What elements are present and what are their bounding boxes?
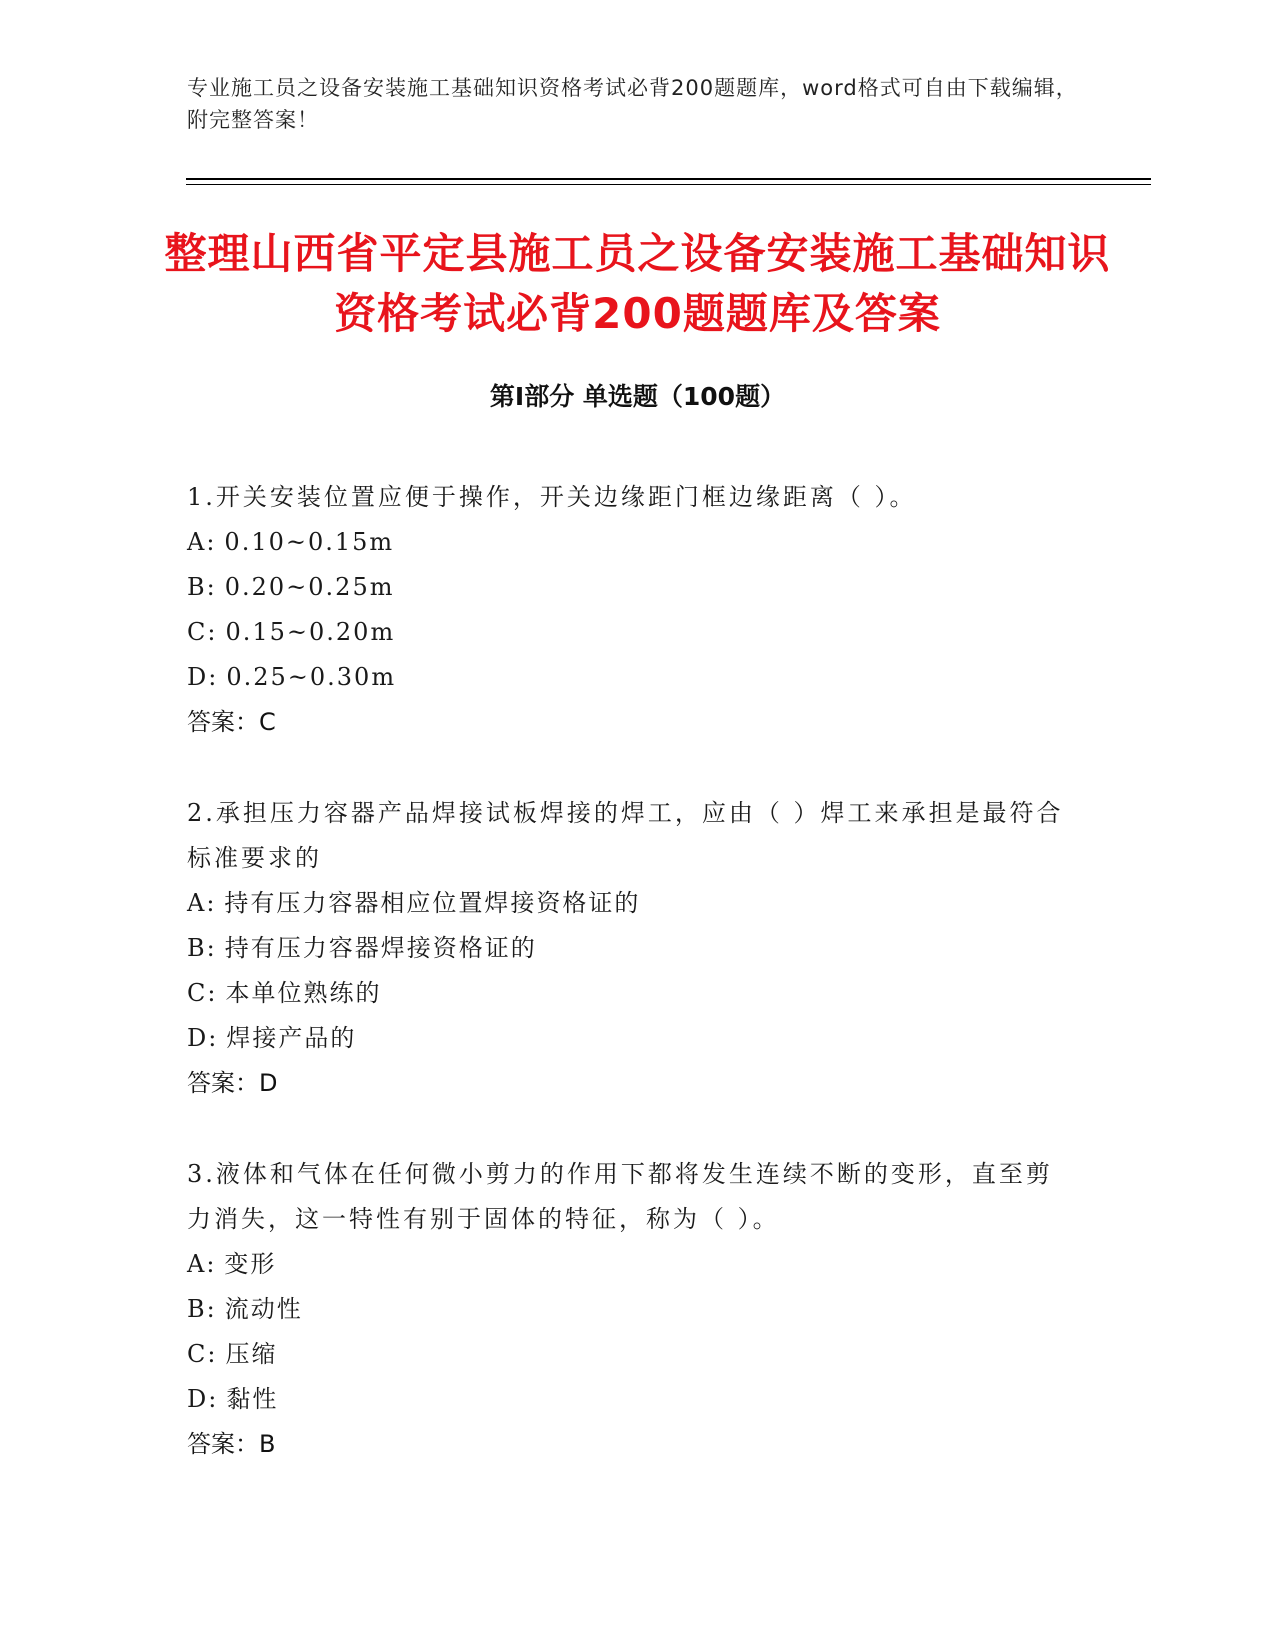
option-a — [187, 520, 1077, 565]
option-c — [187, 971, 1077, 1016]
option-c — [187, 610, 1077, 655]
question-list — [187, 475, 1077, 1513]
option-d — [187, 1377, 1077, 1422]
option-letter: A: — [187, 1250, 217, 1278]
answer-value: D — [259, 1069, 278, 1097]
option-text: 本单位熟练的 — [225, 979, 382, 1007]
option-letter: D: — [187, 663, 219, 691]
answer-value: C — [259, 708, 276, 736]
answer-label: 答案： — [187, 1430, 259, 1458]
option-letter: C: — [187, 618, 218, 646]
question-2 — [187, 791, 1077, 1106]
answer-line — [187, 1422, 1077, 1467]
option-text: 变形 — [224, 1250, 277, 1278]
option-text: 0.20~0.25m — [224, 573, 395, 601]
option-text: 持有压力容器焊接资格证的 — [224, 934, 537, 962]
header-note: 专业施工员之设备安装施工基础知识资格考试必背200题题库，word格式可自由下载编辑，附完整答案！ — [187, 76, 1078, 132]
option-letter: B: — [187, 1295, 217, 1323]
option-b — [187, 565, 1077, 610]
option-text: 压缩 — [225, 1340, 278, 1368]
section-title: 第Ⅰ部分 单选题（100题） — [489, 382, 786, 411]
question-stem: 2.承担压力容器产品焊接试板焊接的焊工，应由（ ）焊工来承担是最符合标准要求的 — [187, 799, 1064, 872]
option-text: 焊接产品的 — [226, 1024, 357, 1052]
header-divider-thin — [186, 184, 1151, 185]
option-d — [187, 1016, 1077, 1061]
option-a — [187, 1242, 1077, 1287]
answer-label: 答案： — [187, 708, 259, 736]
option-letter: B: — [187, 573, 217, 601]
answer-label: 答案： — [187, 1069, 259, 1097]
question-3 — [187, 1152, 1077, 1467]
option-letter: A: — [187, 889, 217, 917]
option-text: 黏性 — [226, 1385, 279, 1413]
option-text: 0.15~0.20m — [225, 618, 396, 646]
document-title: 整理山西省平定县施工员之设备安装施工基础知识资格考试必背200题题库及答案 — [164, 229, 1111, 338]
option-letter: C: — [187, 1340, 218, 1368]
question-stem: 3.液体和气体在任何微小剪力的作用下都将发生连续不断的变形，直至剪力消失，这一特性有别于固体的特征，称为（ ）。 — [187, 1160, 1053, 1233]
option-letter: B: — [187, 934, 217, 962]
option-b — [187, 926, 1077, 971]
option-text: 持有压力容器相应位置焊接资格证的 — [224, 889, 641, 917]
option-letter: D: — [187, 1385, 219, 1413]
option-a — [187, 881, 1077, 926]
option-text: 0.10~0.15m — [224, 528, 395, 556]
option-text: 流动性 — [224, 1295, 303, 1323]
option-letter: D: — [187, 1024, 219, 1052]
option-letter: A: — [187, 528, 217, 556]
option-text: 0.25~0.30m — [226, 663, 397, 691]
option-c — [187, 1332, 1077, 1377]
answer-line — [187, 700, 1077, 745]
header-divider-thick — [186, 178, 1151, 180]
option-d — [187, 655, 1077, 700]
question-stem: 1.开关安装位置应便于操作，开关边缘距门框边缘距离（ ）。 — [187, 483, 917, 511]
answer-line — [187, 1061, 1077, 1106]
option-b — [187, 1287, 1077, 1332]
option-letter: C: — [187, 979, 218, 1007]
question-1 — [187, 475, 1077, 745]
answer-value: B — [259, 1430, 276, 1458]
